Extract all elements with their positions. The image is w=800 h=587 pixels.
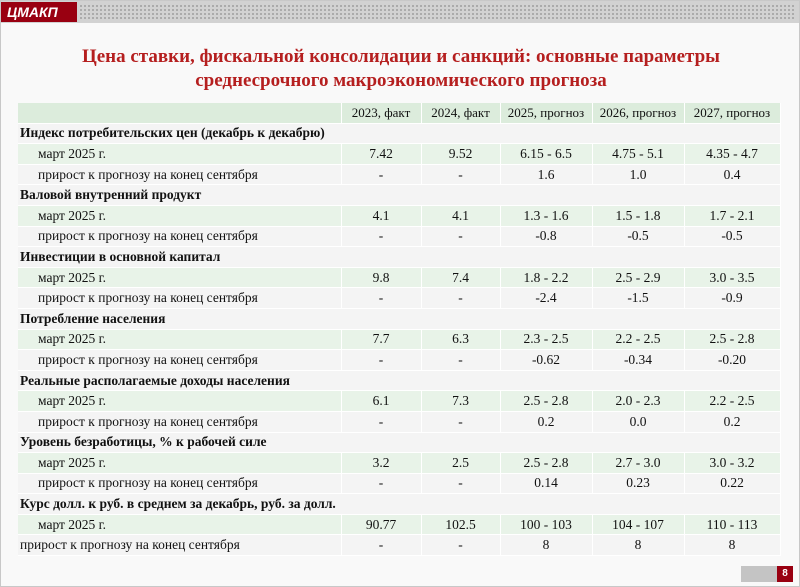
table-cell: 6.15 - 6.5: [500, 144, 592, 165]
table-cell: 2.2 - 2.5: [592, 329, 684, 350]
table-cell: 2.5 - 2.8: [500, 453, 592, 474]
table-cell: 9.8: [341, 267, 421, 288]
dotted-pattern: [79, 4, 794, 20]
table-row: [18, 267, 780, 288]
row-label: март 2025 г.: [18, 329, 341, 350]
table-cell: 90.77: [341, 514, 421, 535]
table-cell: 0.2: [684, 411, 780, 432]
section-title: Уровень безработицы, % к рабочей силе: [18, 432, 780, 453]
section-row: [18, 123, 780, 144]
table-row: [18, 453, 780, 474]
table-cell: 2.5 - 2.8: [500, 391, 592, 412]
table-cell: 3.2: [341, 453, 421, 474]
table-cell: 7.42: [341, 144, 421, 165]
table-cell: -: [421, 350, 500, 371]
table-cell: 3.0 - 3.5: [684, 267, 780, 288]
table-row: [18, 164, 780, 185]
table-cell: 0.14: [500, 473, 592, 494]
table-cell: 1.6: [500, 164, 592, 185]
table-cell: 9.52: [421, 144, 500, 165]
row-label: прирост к прогнозу на конец сентября: [18, 288, 341, 309]
row-label: март 2025 г.: [18, 514, 341, 535]
column-header: 2023, факт: [341, 103, 421, 123]
column-header: 2026, прогноз: [592, 103, 684, 123]
table-cell: 8: [500, 535, 592, 556]
row-label: март 2025 г.: [18, 144, 341, 165]
table-row: [18, 411, 780, 432]
table-cell: 104 - 107: [592, 514, 684, 535]
table-cell: 0.23: [592, 473, 684, 494]
row-label: прирост к прогнозу на конец сентября: [18, 473, 341, 494]
table-cell: -: [421, 226, 500, 247]
table-header-row: [18, 103, 780, 123]
table-cell: 1.0: [592, 164, 684, 185]
table-cell: 2.3 - 2.5: [500, 329, 592, 350]
brand-logo: ЦМАКП: [1, 2, 77, 22]
table-cell: -1.5: [592, 288, 684, 309]
section-row: [18, 494, 780, 515]
table-cell: -: [341, 535, 421, 556]
table-cell: 1.3 - 1.6: [500, 205, 592, 226]
row-label: март 2025 г.: [18, 453, 341, 474]
table-cell: -0.8: [500, 226, 592, 247]
table-body: [18, 103, 780, 556]
table-cell: -: [341, 226, 421, 247]
table-row: [18, 350, 780, 371]
table-cell: 0.0: [592, 411, 684, 432]
section-title: Потребление населения: [18, 308, 780, 329]
row-label: прирост к прогнозу на конец сентября: [18, 350, 341, 371]
table-row: [18, 226, 780, 247]
table-cell: -: [341, 411, 421, 432]
table-cell: 2.2 - 2.5: [684, 391, 780, 412]
table-cell: -: [421, 164, 500, 185]
table-cell: 1.5 - 1.8: [592, 205, 684, 226]
table-cell: -: [421, 535, 500, 556]
top-bar: [1, 1, 799, 23]
table-cell: -0.5: [684, 226, 780, 247]
table-cell: 1.7 - 2.1: [684, 205, 780, 226]
section-row: [18, 370, 780, 391]
table-cell: -0.9: [684, 288, 780, 309]
table-cell: 102.5: [421, 514, 500, 535]
table-row: [18, 391, 780, 412]
table-cell: 7.3: [421, 391, 500, 412]
table-cell: 6.1: [341, 391, 421, 412]
section-title: Валовой внутренний продукт: [18, 185, 780, 206]
column-header: [18, 103, 341, 123]
table-cell: 4.1: [341, 205, 421, 226]
row-label: прирост к прогнозу на конец сентября: [18, 411, 341, 432]
table-cell: -: [341, 288, 421, 309]
table-cell: 6.3: [421, 329, 500, 350]
table-cell: 7.7: [341, 329, 421, 350]
table-cell: 2.5 - 2.9: [592, 267, 684, 288]
table-cell: 8: [684, 535, 780, 556]
column-header: 2025, прогноз: [500, 103, 592, 123]
table-cell: -: [421, 473, 500, 494]
section-title: Индекс потребительских цен (декабрь к декабрю): [18, 123, 780, 144]
table-row: [18, 144, 780, 165]
table-cell: 8: [592, 535, 684, 556]
slide-title: [31, 45, 771, 93]
table-cell: 2.5 - 2.8: [684, 329, 780, 350]
table-row: [18, 514, 780, 535]
row-label: март 2025 г.: [18, 391, 341, 412]
table-cell: 3.0 - 3.2: [684, 453, 780, 474]
table-row: [18, 473, 780, 494]
row-label: март 2025 г.: [18, 267, 341, 288]
page-number: 8: [777, 566, 793, 582]
table-cell: 0.4: [684, 164, 780, 185]
table-cell: -0.5: [592, 226, 684, 247]
table-cell: -2.4: [500, 288, 592, 309]
section-row: [18, 247, 780, 268]
table-cell: 2.0 - 2.3: [592, 391, 684, 412]
table-cell: 4.35 - 4.7: [684, 144, 780, 165]
table-cell: -: [341, 164, 421, 185]
row-label: прирост к прогнозу на конец сентября: [18, 226, 341, 247]
table-cell: -: [341, 350, 421, 371]
section-row: [18, 185, 780, 206]
table-cell: -: [341, 473, 421, 494]
table-cell: -0.62: [500, 350, 592, 371]
table-row: [18, 288, 780, 309]
table-row: [18, 205, 780, 226]
table-cell: 2.7 - 3.0: [592, 453, 684, 474]
section-row: [18, 432, 780, 453]
column-header: 2027, прогноз: [684, 103, 780, 123]
section-row: [18, 308, 780, 329]
table-cell: -0.34: [592, 350, 684, 371]
section-title: Инвестиции в основной капитал: [18, 247, 780, 268]
table-cell: -: [421, 411, 500, 432]
page-number-badge: [741, 566, 793, 582]
table-cell: 7.4: [421, 267, 500, 288]
table-cell: 1.8 - 2.2: [500, 267, 592, 288]
table-cell: -: [421, 288, 500, 309]
row-label: прирост к прогнозу на конец сентября: [18, 535, 341, 556]
table-cell: 100 - 103: [500, 514, 592, 535]
column-header: 2024, факт: [421, 103, 500, 123]
row-label: март 2025 г.: [18, 205, 341, 226]
section-title: Реальные располагаемые доходы населения: [18, 370, 780, 391]
title-line-2: среднесрочного макроэкономического прогноза: [195, 70, 607, 91]
row-label: прирост к прогнозу на конец сентября: [18, 164, 341, 185]
table-cell: 4.1: [421, 205, 500, 226]
table-cell: 4.75 - 5.1: [592, 144, 684, 165]
section-title: Курс долл. к руб. в среднем за декабрь, руб. за долл.: [18, 494, 780, 515]
table-cell: -0.20: [684, 350, 780, 371]
table-cell: 2.5: [421, 453, 500, 474]
table-cell: 0.22: [684, 473, 780, 494]
title-line-1: Цена ставки, фискальной консолидации и санкций: основные параметры: [81, 46, 721, 67]
table-cell: 0.2: [500, 411, 592, 432]
forecast-table: [18, 103, 781, 556]
table-cell: 110 - 113: [684, 514, 780, 535]
table-row: [18, 535, 780, 556]
table-row: [18, 329, 780, 350]
